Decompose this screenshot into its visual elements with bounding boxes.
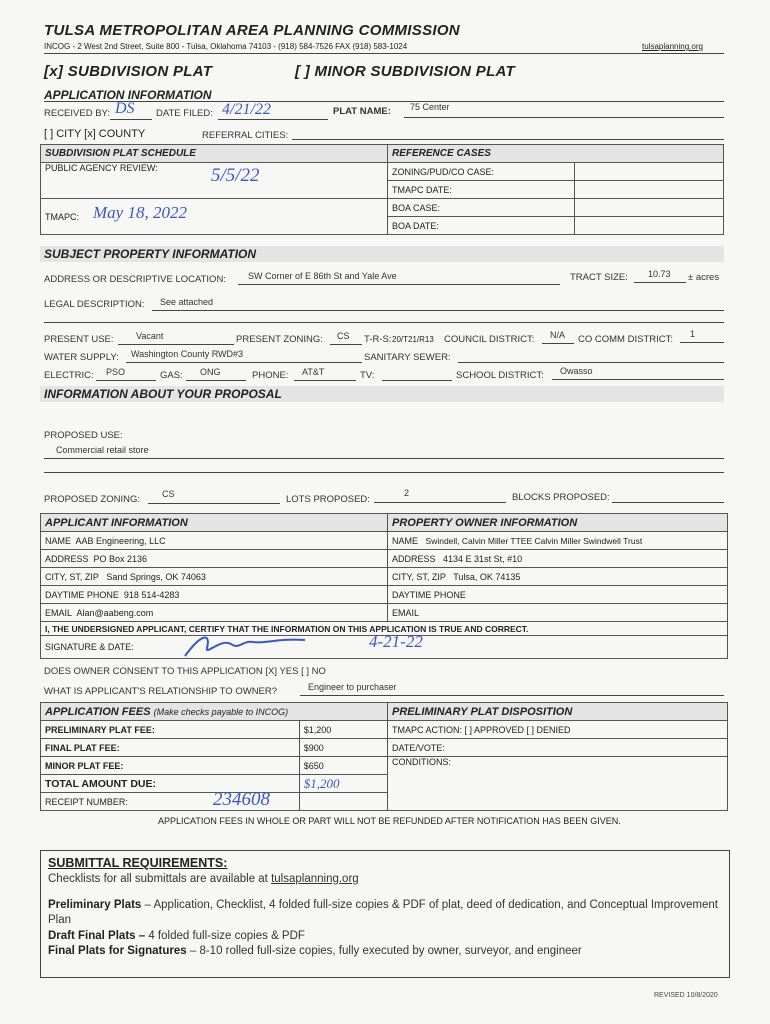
draft-requirement [48, 930, 305, 942]
present-zoning-value[interactable]: CS [337, 331, 350, 341]
council-label: COUNCIL DISTRICT: [444, 334, 535, 345]
applicant-city-label: CITY, ST, ZIP [45, 571, 99, 582]
fee-value[interactable]: $1,200 [299, 775, 387, 793]
applicant-name: AAB Engineering, LLC [75, 535, 166, 546]
date-filed-label: DATE FILED: [156, 108, 213, 119]
co-comm-value[interactable]: 1 [690, 329, 696, 339]
final-text: – 8-10 rolled full-size copies, fully executed by owner, surveyor, and engineer [186, 945, 582, 957]
ref-row-label: TMAPC DATE: [388, 181, 575, 199]
co-comm-label: CO COMM DISTRICT: [578, 334, 673, 345]
prelim-text: – Application, Checklist, 4 folded full-size copies & PDF of plat, deed of dedication, and Conceptual Improvement Plan [48, 899, 718, 926]
tract-size-label: TRACT SIZE: [570, 272, 628, 283]
referral-cities-label: REFERRAL CITIES: [202, 130, 289, 141]
owner-phone-cell[interactable] [388, 586, 728, 604]
subdivision-plat-option[interactable]: [x] SUBDIVISION PLAT [44, 63, 213, 80]
applicant-email-cell[interactable] [41, 604, 388, 622]
relationship-value[interactable]: Engineer to purchaser [308, 682, 397, 692]
reference-heading: REFERENCE CASES [388, 145, 724, 163]
certify-statement: I, THE UNDERSIGNED APPLICANT, CERTIFY THAT THE INFORMATION ON THIS APPLICATION IS TRUE AND CORRECT. [41, 622, 728, 636]
requirements-heading: SUBMITTAL REQUIREMENTS: [48, 856, 228, 870]
phone-label: PHONE: [252, 370, 289, 381]
applicant-address-cell[interactable] [41, 550, 388, 568]
water-supply-label: WATER SUPPLY: [44, 352, 119, 363]
proposal-heading: INFORMATION ABOUT YOUR PROPOSAL [40, 386, 724, 402]
minor-subdivision-option[interactable]: [ ] MINOR SUBDIVISION PLAT [295, 63, 516, 80]
final-requirement [48, 945, 582, 957]
owner-name: Swindell, Calvin Miller TTEE Calvin Miller Swindwell Trust [425, 535, 643, 546]
owner-address-label: ADDRESS [392, 553, 436, 564]
city-county-option[interactable]: [ ] CITY [x] COUNTY [44, 128, 146, 140]
owner-consent[interactable]: DOES OWNER CONSENT TO THIS APPLICATION [X] YES [ ] NO [44, 666, 326, 677]
applicant-email-label: EMAIL [45, 607, 73, 618]
fee-label: RECEIPT NUMBER: [45, 796, 128, 807]
ref-row-label: BOA DATE: [388, 217, 575, 235]
proposed-zoning-label: PROPOSED ZONING: [44, 494, 141, 505]
tmapc-action[interactable]: TMAPC ACTION: [ ] APPROVED [ ] DENIED [388, 721, 728, 739]
received-by-label: RECEIVED BY: [44, 108, 110, 119]
applicant-phone: 918 514-4283 [123, 589, 180, 600]
form-title: TULSA METROPOLITAN AREA PLANNING COMMISSION [44, 22, 460, 39]
tract-unit: ± acres [688, 272, 720, 283]
school-value[interactable]: Owasso [560, 366, 593, 376]
fee-label: PRELIMINARY PLAT FEE: [41, 721, 300, 739]
tmapc-label: TMAPC: [45, 211, 80, 222]
applicant-name-cell[interactable] [41, 532, 388, 550]
proposed-use-value[interactable]: Commercial retail store [56, 445, 149, 455]
applicant-email: Alan@aabeng.com [76, 607, 154, 618]
relationship-label: WHAT IS APPLICANT'S RELATIONSHIP TO OWNER? [44, 686, 278, 697]
lots-proposed-value[interactable]: 2 [404, 488, 410, 498]
fee-label: MINOR PLAT FEE: [41, 757, 300, 775]
ref-row-value[interactable] [575, 217, 724, 235]
applicant-city: Sand Springs, OK 74063 [106, 571, 206, 582]
owner-heading: PROPERTY OWNER INFORMATION [388, 514, 728, 532]
trs-label: T-R-S: [364, 334, 392, 345]
tmapc-date: May 18, 2022 [93, 203, 187, 222]
owner-city: Tulsa, OK 74135 [453, 571, 521, 582]
signature-cell[interactable] [41, 632, 728, 659]
applicant-address: PO Box 2136 [93, 553, 148, 564]
applicant-heading: APPLICANT INFORMATION [41, 514, 388, 532]
revised-date: REVISED 10/8/2020 [654, 992, 718, 999]
fees-table [40, 702, 728, 811]
owner-email-label: EMAIL [392, 607, 420, 618]
address-label: ADDRESS OR DESCRIPTIVE LOCATION: [44, 274, 226, 285]
applicant-address-label: ADDRESS [45, 553, 89, 564]
owner-address-cell[interactable] [388, 550, 728, 568]
received-by-value[interactable]: DS [115, 100, 135, 117]
fees-heading: APPLICATION FEES [45, 705, 151, 718]
conditions[interactable]: CONDITIONS: [388, 757, 728, 811]
website-link[interactable]: tulsaplanning.org [642, 42, 703, 51]
signature-label: SIGNATURE & DATE: [45, 642, 134, 652]
draft-label: Draft Final Plats – [48, 930, 146, 942]
checklist-link[interactable]: tulsaplanning.org [271, 873, 359, 885]
prelim-label: Preliminary Plats [48, 899, 142, 911]
owner-name-cell[interactable] [388, 532, 728, 550]
present-use-label: PRESENT USE: [44, 334, 114, 345]
disposition-heading: PRELIMINARY PLAT DISPOSITION [388, 703, 728, 721]
electric-value[interactable]: PSO [106, 367, 126, 377]
present-zoning-label: PRESENT ZONING: [236, 334, 323, 345]
signature-image [181, 630, 311, 660]
council-value[interactable]: N/A [550, 330, 566, 340]
fee-value[interactable]: $650 [299, 757, 387, 775]
final-label: Final Plats for Signatures [48, 945, 187, 957]
blocks-proposed-label: BLOCKS PROPOSED: [512, 492, 610, 503]
prelim-requirement [48, 898, 728, 928]
legal-label: LEGAL DESCRIPTION: [44, 299, 145, 310]
fee-value[interactable]: $900 [299, 739, 387, 757]
intro-text: Checklists for all submittals are available at [48, 873, 272, 885]
plat-name-value[interactable]: 75 Center [410, 102, 450, 112]
fee-label: FINAL PLAT FEE: [41, 739, 300, 757]
applicant-owner-table [40, 513, 728, 659]
lots-proposed-label: LOTS PROPOSED: [286, 494, 370, 505]
proposed-zoning-value[interactable]: CS [162, 489, 175, 499]
requirements-intro [48, 873, 359, 885]
applicant-phone-cell[interactable] [41, 586, 388, 604]
public-agency-cell[interactable] [41, 163, 388, 199]
owner-email-cell[interactable] [388, 604, 728, 622]
fees-heading-note: (Make checks payable to INCOG) [153, 706, 289, 717]
fees-heading-cell [41, 703, 388, 721]
owner-address: 4134 E 31st St, #10 [443, 553, 523, 564]
ref-row-value[interactable] [575, 199, 724, 217]
plat-name-label: PLAT NAME: [333, 106, 391, 117]
agency-address: INCOG - 2 West 2nd Street, Suite 800 - Tulsa, Oklahoma 74103 - (918) 584-7526 FAX (918) 583-1024 [44, 42, 408, 51]
water-supply-value[interactable]: Washington County RWD#3 [131, 349, 244, 359]
legal-value[interactable]: See attached [160, 297, 214, 307]
applicant-name-label: NAME [45, 535, 72, 546]
applicant-phone-label: DAYTIME PHONE [45, 589, 119, 600]
public-agency-label: PUBLIC AGENCY REVIEW: [45, 163, 158, 173]
gas-label: GAS: [160, 370, 183, 381]
owner-phone-label: DAYTIME PHONE [392, 589, 466, 600]
electric-label: ELECTRIC: [44, 370, 94, 381]
receipt-cell [41, 789, 300, 811]
signature-date: 4-21-22 [369, 632, 423, 651]
trs-value[interactable]: 20/T21/R13 [392, 335, 434, 344]
fee-label: TOTAL AMOUNT DUE: [41, 775, 300, 793]
present-use-value[interactable]: Vacant [136, 331, 164, 341]
owner-city-label: CITY, ST, ZIP [392, 571, 446, 582]
owner-city-cell[interactable] [388, 568, 728, 586]
schedule-heading: SUBDIVISION PLAT SCHEDULE [41, 145, 388, 163]
ref-row-label: BOA CASE: [388, 199, 575, 217]
tract-size-value[interactable]: 10.73 [648, 269, 671, 279]
tv-label: TV: [360, 370, 375, 381]
phone-value[interactable]: AT&T [302, 367, 325, 377]
address-value[interactable]: SW Corner of E 86th St and Yale Ave [248, 271, 397, 281]
owner-name-label: NAME [392, 535, 419, 546]
subject-heading: SUBJECT PROPERTY INFORMATION [40, 246, 724, 262]
ref-row-value[interactable] [575, 163, 724, 181]
fee-value[interactable]: $1,200 [299, 721, 387, 739]
application-heading: APPLICATION INFORMATION [44, 88, 212, 102]
sewer-label: SANITARY SEWER: [364, 352, 451, 363]
date-filed-value[interactable]: 4/21/22 [222, 101, 271, 118]
refund-note: APPLICATION FEES IN WHOLE OR PART WILL NOT BE REFUNDED AFTER NOTIFICATION HAS BEEN GIVEN. [158, 816, 621, 826]
public-agency-date: 5/5/22 [211, 165, 260, 186]
draft-text: 4 folded full-size copies & PDF [145, 930, 305, 942]
ref-row-label: ZONING/PUD/CO CASE: [388, 163, 575, 181]
tmapc-cell[interactable] [41, 199, 388, 235]
date-vote[interactable]: DATE/VOTE: [388, 739, 728, 757]
ref-row-value[interactable] [575, 181, 724, 199]
receipt-number: 234608 [213, 789, 270, 810]
gas-value[interactable]: ONG [200, 367, 221, 377]
school-label: SCHOOL DISTRICT: [456, 370, 544, 381]
schedule-table [40, 144, 724, 235]
applicant-city-cell[interactable] [41, 568, 388, 586]
fee-value-empty[interactable] [299, 793, 387, 811]
proposed-use-label: PROPOSED USE: [44, 430, 123, 441]
